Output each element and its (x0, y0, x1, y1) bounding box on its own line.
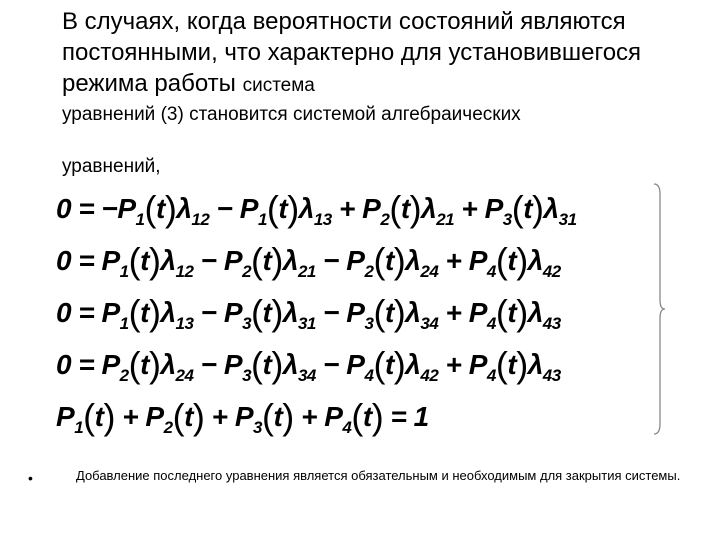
equation-term: $P_3(t)\lambda_{31}$ (223, 292, 316, 333)
equation-operator: 0 = (56, 245, 102, 276)
equation-operator: 0 = − (56, 193, 118, 224)
equation-line (56, 188, 577, 230)
equation-term: $P_4(t)\lambda_{42}$ (468, 240, 561, 281)
intro-text-small-inline: система (242, 75, 315, 96)
equation-term: $P_3(t)\lambda_{34}$ (346, 292, 439, 333)
equation-term: $P_1(t)\lambda_{13}$ (239, 188, 332, 229)
equation-operator: + (454, 193, 485, 224)
equation-operator: − (315, 297, 347, 328)
equation-term: $P_1(t)\lambda_{12}$ (117, 188, 210, 229)
system-brace (652, 182, 666, 436)
equation-operator: + (438, 245, 469, 276)
equation-term: $P_3(t)$ (234, 396, 294, 437)
equation-operator: + (438, 349, 469, 380)
equation-term: $P_2(t)\lambda_{24}$ (346, 240, 439, 281)
equation-line (56, 240, 561, 282)
equation-operator: − (209, 193, 240, 224)
equation-term: $P_1(t)$ (56, 396, 115, 437)
intro-line-small-1: уравнений (3) становится системой алгебраических (62, 104, 521, 125)
equation-term: $P_2(t)\lambda_{24}$ (101, 344, 194, 385)
equation-line (56, 292, 561, 334)
equation-term: $P_4(t)\lambda_{43}$ (468, 292, 561, 333)
equation-term: $P_4(t)\lambda_{42}$ (346, 344, 439, 385)
equation-term: $P_3(t)\lambda_{31}$ (484, 188, 577, 229)
equation-operator: 0 = (56, 297, 102, 328)
equation-line (56, 396, 429, 438)
intro-paragraph (62, 6, 702, 101)
equation-operator: − (193, 245, 224, 276)
equation-term: $P_2(t)\lambda_{21}$ (223, 240, 316, 281)
equation-operator: − (193, 349, 224, 380)
equation-term: $P_1(t)\lambda_{12}$ (101, 240, 194, 281)
equation-operator: + (114, 401, 146, 432)
equation-operator: = 1 (383, 401, 429, 432)
equation-operator: + (438, 297, 469, 328)
equation-term: $P_1(t)\lambda_{13}$ (101, 292, 194, 333)
equation-operator: − (193, 297, 224, 328)
equation-term: $P_3(t)\lambda_{34}$ (223, 344, 316, 385)
equation-term: $P_2(t)$ (145, 396, 205, 437)
equation-operator: − (315, 349, 347, 380)
bullet-marker: • (28, 470, 33, 486)
equation-term: $P_4(t)$ (324, 396, 384, 437)
equation-operator: + (204, 401, 235, 432)
equation-term: $P_2(t)\lambda_{21}$ (362, 188, 455, 229)
intro-line-small-2: уравнений, (62, 156, 161, 177)
equation-operator: + (331, 193, 363, 224)
equation-term: $P_4(t)\lambda_{43}$ (468, 344, 561, 385)
bullet-note: Добавление последнего уравнения является обязательным и необходимым для закрытия системы. (76, 468, 681, 483)
intro-text-large: В случаях, когда вероятности состояний являются постоянными, что характерно для установившегося режима работы (62, 8, 642, 97)
equation-line (56, 344, 561, 386)
equation-operator: 0 = (56, 349, 102, 380)
equation-operator: − (315, 245, 347, 276)
equation-operator: + (293, 401, 325, 432)
